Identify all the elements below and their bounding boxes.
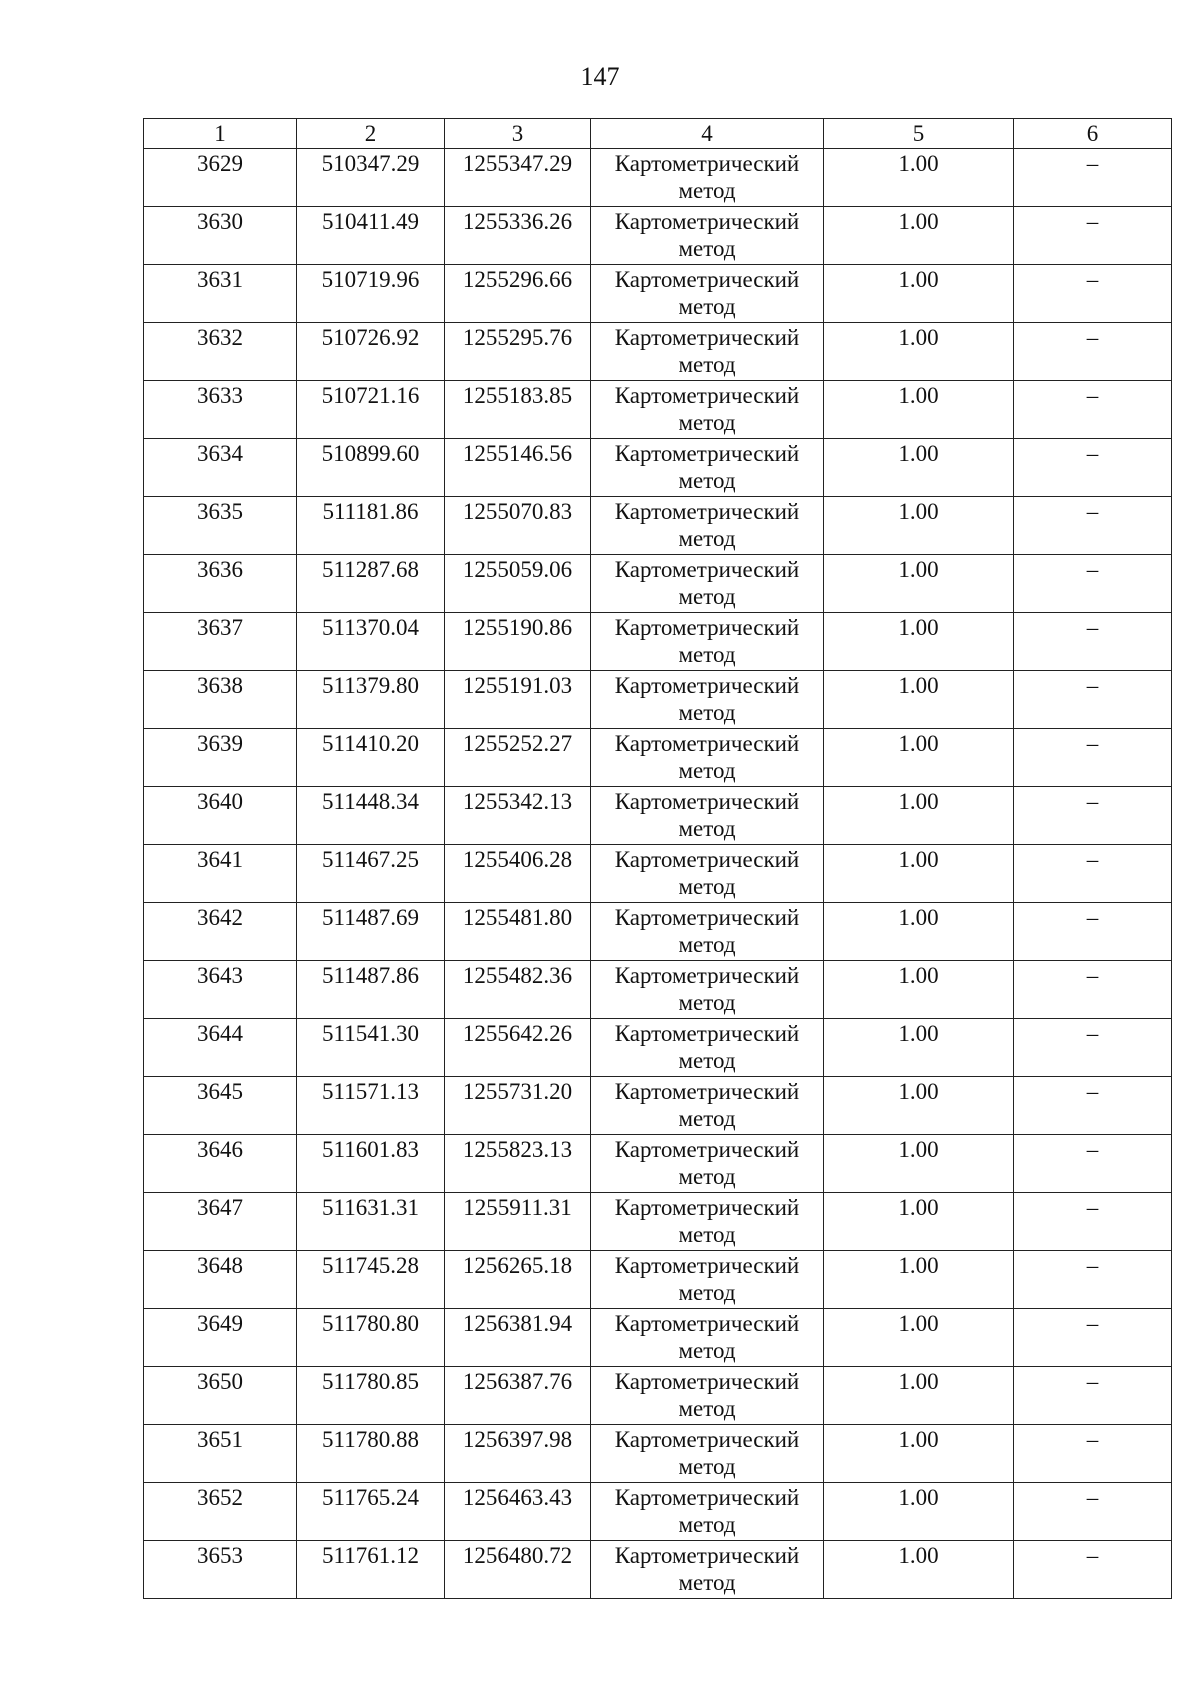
x-coordinate-cell: 510721.16 bbox=[297, 381, 445, 439]
column-header-6: 6 bbox=[1014, 119, 1172, 149]
x-coordinate-cell: 511487.86 bbox=[297, 961, 445, 1019]
note-cell: – bbox=[1014, 1541, 1172, 1599]
note-cell: – bbox=[1014, 729, 1172, 787]
method-cell bbox=[591, 323, 824, 381]
table-row bbox=[144, 787, 1172, 845]
accuracy-cell: 1.00 bbox=[824, 497, 1014, 555]
accuracy-cell: 1.00 bbox=[824, 1077, 1014, 1135]
y-coordinate-cell: 1255911.31 bbox=[445, 1193, 591, 1251]
method-line-2: метод bbox=[678, 1338, 736, 1363]
y-coordinate-cell: 1256387.76 bbox=[445, 1367, 591, 1425]
method-cell bbox=[591, 1077, 824, 1135]
y-coordinate-cell: 1255642.26 bbox=[445, 1019, 591, 1077]
x-coordinate-cell: 511780.88 bbox=[297, 1425, 445, 1483]
method-line-1: Картометрический bbox=[614, 1137, 800, 1162]
accuracy-cell: 1.00 bbox=[824, 1251, 1014, 1309]
x-coordinate-cell: 511181.86 bbox=[297, 497, 445, 555]
x-coordinate-cell: 510726.92 bbox=[297, 323, 445, 381]
x-coordinate-cell: 510347.29 bbox=[297, 149, 445, 207]
note-cell: – bbox=[1014, 555, 1172, 613]
table-row bbox=[144, 1019, 1172, 1077]
y-coordinate-cell: 1255823.13 bbox=[445, 1135, 591, 1193]
method-cell bbox=[591, 1367, 824, 1425]
accuracy-cell: 1.00 bbox=[824, 845, 1014, 903]
method-cell bbox=[591, 149, 824, 207]
x-coordinate-cell: 510411.49 bbox=[297, 207, 445, 265]
table-row bbox=[144, 845, 1172, 903]
note-cell: – bbox=[1014, 903, 1172, 961]
accuracy-cell: 1.00 bbox=[824, 1193, 1014, 1251]
method-line-2: метод bbox=[678, 932, 736, 957]
note-cell: – bbox=[1014, 1425, 1172, 1483]
note-cell: – bbox=[1014, 1193, 1172, 1251]
y-coordinate-cell: 1256397.98 bbox=[445, 1425, 591, 1483]
point-number-cell: 3633 bbox=[144, 381, 297, 439]
point-number-cell: 3648 bbox=[144, 1251, 297, 1309]
method-line-2: метод bbox=[678, 584, 736, 609]
method-cell bbox=[591, 1193, 824, 1251]
method-line-2: метод bbox=[678, 1048, 736, 1073]
table-row bbox=[144, 961, 1172, 1019]
accuracy-cell: 1.00 bbox=[824, 1135, 1014, 1193]
accuracy-cell: 1.00 bbox=[824, 961, 1014, 1019]
x-coordinate-cell: 511370.04 bbox=[297, 613, 445, 671]
y-coordinate-cell: 1255336.26 bbox=[445, 207, 591, 265]
method-line-1: Картометрический bbox=[614, 1369, 800, 1394]
method-cell bbox=[591, 497, 824, 555]
accuracy-cell: 1.00 bbox=[824, 613, 1014, 671]
accuracy-cell: 1.00 bbox=[824, 323, 1014, 381]
y-coordinate-cell: 1255406.28 bbox=[445, 845, 591, 903]
method-cell bbox=[591, 729, 824, 787]
method-line-1: Картометрический bbox=[614, 267, 800, 292]
point-number-cell: 3631 bbox=[144, 265, 297, 323]
column-header-1: 1 bbox=[144, 119, 297, 149]
y-coordinate-cell: 1256381.94 bbox=[445, 1309, 591, 1367]
note-cell: – bbox=[1014, 149, 1172, 207]
accuracy-cell: 1.00 bbox=[824, 729, 1014, 787]
y-coordinate-cell: 1256265.18 bbox=[445, 1251, 591, 1309]
table-row bbox=[144, 613, 1172, 671]
method-line-2: метод bbox=[678, 236, 736, 261]
accuracy-cell: 1.00 bbox=[824, 207, 1014, 265]
point-number-cell: 3649 bbox=[144, 1309, 297, 1367]
method-line-1: Картометрический bbox=[614, 1253, 800, 1278]
note-cell: – bbox=[1014, 845, 1172, 903]
column-header-4: 4 bbox=[591, 119, 824, 149]
y-coordinate-cell: 1255191.03 bbox=[445, 671, 591, 729]
x-coordinate-cell: 511780.80 bbox=[297, 1309, 445, 1367]
point-number-cell: 3652 bbox=[144, 1483, 297, 1541]
y-coordinate-cell: 1255295.76 bbox=[445, 323, 591, 381]
method-cell bbox=[591, 1309, 824, 1367]
y-coordinate-cell: 1255342.13 bbox=[445, 787, 591, 845]
point-number-cell: 3630 bbox=[144, 207, 297, 265]
y-coordinate-cell: 1256480.72 bbox=[445, 1541, 591, 1599]
method-line-1: Картометрический bbox=[614, 1311, 800, 1336]
table-row bbox=[144, 1251, 1172, 1309]
accuracy-cell: 1.00 bbox=[824, 787, 1014, 845]
method-line-1: Картометрический bbox=[614, 673, 800, 698]
column-header-5: 5 bbox=[824, 119, 1014, 149]
method-line-1: Картометрический bbox=[614, 1079, 800, 1104]
point-number-cell: 3641 bbox=[144, 845, 297, 903]
method-line-1: Картометрический bbox=[614, 1021, 800, 1046]
table-row bbox=[144, 671, 1172, 729]
method-cell bbox=[591, 1019, 824, 1077]
method-line-1: Картометрический bbox=[614, 731, 800, 756]
point-number-cell: 3647 bbox=[144, 1193, 297, 1251]
accuracy-cell: 1.00 bbox=[824, 265, 1014, 323]
table-row bbox=[144, 729, 1172, 787]
method-line-1: Картометрический bbox=[614, 905, 800, 930]
method-cell bbox=[591, 439, 824, 497]
method-cell bbox=[591, 787, 824, 845]
method-line-1: Картометрический bbox=[614, 847, 800, 872]
point-number-cell: 3632 bbox=[144, 323, 297, 381]
method-line-1: Картометрический bbox=[614, 151, 800, 176]
method-cell bbox=[591, 613, 824, 671]
method-line-2: метод bbox=[678, 294, 736, 319]
accuracy-cell: 1.00 bbox=[824, 439, 1014, 497]
method-line-2: метод bbox=[678, 1164, 736, 1189]
accuracy-cell: 1.00 bbox=[824, 1483, 1014, 1541]
table-row bbox=[144, 555, 1172, 613]
table-row bbox=[144, 1541, 1172, 1599]
accuracy-cell: 1.00 bbox=[824, 903, 1014, 961]
x-coordinate-cell: 511410.20 bbox=[297, 729, 445, 787]
note-cell: – bbox=[1014, 613, 1172, 671]
method-cell bbox=[591, 265, 824, 323]
note-cell: – bbox=[1014, 323, 1172, 381]
y-coordinate-cell: 1255347.29 bbox=[445, 149, 591, 207]
note-cell: – bbox=[1014, 1019, 1172, 1077]
method-line-2: метод bbox=[678, 1280, 736, 1305]
table-row bbox=[144, 1077, 1172, 1135]
point-number-cell: 3653 bbox=[144, 1541, 297, 1599]
method-cell bbox=[591, 961, 824, 1019]
table-row bbox=[144, 323, 1172, 381]
note-cell: – bbox=[1014, 1367, 1172, 1425]
method-line-1: Картометрический bbox=[614, 1427, 800, 1452]
header-row bbox=[144, 119, 1172, 149]
method-line-1: Картометрический bbox=[614, 963, 800, 988]
note-cell: – bbox=[1014, 381, 1172, 439]
table-row bbox=[144, 439, 1172, 497]
x-coordinate-cell: 511571.13 bbox=[297, 1077, 445, 1135]
method-cell bbox=[591, 207, 824, 265]
method-cell bbox=[591, 1425, 824, 1483]
table-row bbox=[144, 903, 1172, 961]
method-line-1: Картометрический bbox=[614, 1485, 800, 1510]
x-coordinate-cell: 511631.31 bbox=[297, 1193, 445, 1251]
note-cell: – bbox=[1014, 207, 1172, 265]
note-cell: – bbox=[1014, 1309, 1172, 1367]
method-line-2: метод bbox=[678, 1570, 736, 1595]
x-coordinate-cell: 510719.96 bbox=[297, 265, 445, 323]
method-line-2: метод bbox=[678, 990, 736, 1015]
point-number-cell: 3651 bbox=[144, 1425, 297, 1483]
method-line-2: метод bbox=[678, 1512, 736, 1537]
x-coordinate-cell: 511601.83 bbox=[297, 1135, 445, 1193]
table-row bbox=[144, 1193, 1172, 1251]
method-line-1: Картометрический bbox=[614, 789, 800, 814]
accuracy-cell: 1.00 bbox=[824, 381, 1014, 439]
y-coordinate-cell: 1255296.66 bbox=[445, 265, 591, 323]
note-cell: – bbox=[1014, 961, 1172, 1019]
method-line-2: метод bbox=[678, 1396, 736, 1421]
point-number-cell: 3642 bbox=[144, 903, 297, 961]
point-number-cell: 3634 bbox=[144, 439, 297, 497]
accuracy-cell: 1.00 bbox=[824, 1541, 1014, 1599]
method-line-1: Картометрический bbox=[614, 499, 800, 524]
method-line-1: Картометрический bbox=[614, 615, 800, 640]
method-cell bbox=[591, 1135, 824, 1193]
method-line-1: Картометрический bbox=[614, 557, 800, 582]
accuracy-cell: 1.00 bbox=[824, 671, 1014, 729]
y-coordinate-cell: 1255252.27 bbox=[445, 729, 591, 787]
method-line-2: метод bbox=[678, 1454, 736, 1479]
method-cell bbox=[591, 845, 824, 903]
method-line-2: метод bbox=[678, 700, 736, 725]
accuracy-cell: 1.00 bbox=[824, 555, 1014, 613]
accuracy-cell: 1.00 bbox=[824, 1019, 1014, 1077]
table-row bbox=[144, 497, 1172, 555]
method-cell bbox=[591, 1251, 824, 1309]
x-coordinate-cell: 510899.60 bbox=[297, 439, 445, 497]
column-header-2: 2 bbox=[297, 119, 445, 149]
y-coordinate-cell: 1255190.86 bbox=[445, 613, 591, 671]
note-cell: – bbox=[1014, 497, 1172, 555]
method-line-2: метод bbox=[678, 816, 736, 841]
accuracy-cell: 1.00 bbox=[824, 1367, 1014, 1425]
note-cell: – bbox=[1014, 1135, 1172, 1193]
method-line-1: Картометрический bbox=[614, 441, 800, 466]
method-cell bbox=[591, 903, 824, 961]
method-line-2: метод bbox=[678, 468, 736, 493]
note-cell: – bbox=[1014, 787, 1172, 845]
table-row bbox=[144, 1135, 1172, 1193]
method-cell bbox=[591, 1483, 824, 1541]
method-cell bbox=[591, 671, 824, 729]
table-row bbox=[144, 207, 1172, 265]
x-coordinate-cell: 511448.34 bbox=[297, 787, 445, 845]
method-line-2: метод bbox=[678, 1106, 736, 1131]
point-number-cell: 3639 bbox=[144, 729, 297, 787]
point-number-cell: 3644 bbox=[144, 1019, 297, 1077]
point-number-cell: 3646 bbox=[144, 1135, 297, 1193]
note-cell: – bbox=[1014, 1077, 1172, 1135]
x-coordinate-cell: 511467.25 bbox=[297, 845, 445, 903]
point-number-cell: 3636 bbox=[144, 555, 297, 613]
method-line-2: метод bbox=[678, 758, 736, 783]
coordinates-table bbox=[143, 118, 1172, 1599]
method-cell bbox=[591, 555, 824, 613]
x-coordinate-cell: 511487.69 bbox=[297, 903, 445, 961]
table-row bbox=[144, 265, 1172, 323]
point-number-cell: 3638 bbox=[144, 671, 297, 729]
note-cell: – bbox=[1014, 1251, 1172, 1309]
y-coordinate-cell: 1255070.83 bbox=[445, 497, 591, 555]
x-coordinate-cell: 511765.24 bbox=[297, 1483, 445, 1541]
method-line-1: Картометрический bbox=[614, 1195, 800, 1220]
accuracy-cell: 1.00 bbox=[824, 1425, 1014, 1483]
x-coordinate-cell: 511745.28 bbox=[297, 1251, 445, 1309]
table-row bbox=[144, 381, 1172, 439]
method-line-1: Картометрический bbox=[614, 209, 800, 234]
table-row bbox=[144, 149, 1172, 207]
method-line-1: Картометрический bbox=[614, 325, 800, 350]
column-header-3: 3 bbox=[445, 119, 591, 149]
x-coordinate-cell: 511287.68 bbox=[297, 555, 445, 613]
method-cell bbox=[591, 381, 824, 439]
point-number-cell: 3643 bbox=[144, 961, 297, 1019]
note-cell: – bbox=[1014, 1483, 1172, 1541]
y-coordinate-cell: 1255183.85 bbox=[445, 381, 591, 439]
accuracy-cell: 1.00 bbox=[824, 149, 1014, 207]
point-number-cell: 3650 bbox=[144, 1367, 297, 1425]
y-coordinate-cell: 1255482.36 bbox=[445, 961, 591, 1019]
point-number-cell: 3629 bbox=[144, 149, 297, 207]
note-cell: – bbox=[1014, 671, 1172, 729]
method-line-2: метод bbox=[678, 1222, 736, 1247]
method-line-1: Картометрический bbox=[614, 1543, 800, 1568]
method-cell bbox=[591, 1541, 824, 1599]
note-cell: – bbox=[1014, 439, 1172, 497]
note-cell: – bbox=[1014, 265, 1172, 323]
y-coordinate-cell: 1255731.20 bbox=[445, 1077, 591, 1135]
x-coordinate-cell: 511379.80 bbox=[297, 671, 445, 729]
y-coordinate-cell: 1255481.80 bbox=[445, 903, 591, 961]
point-number-cell: 3637 bbox=[144, 613, 297, 671]
method-line-2: метод bbox=[678, 526, 736, 551]
x-coordinate-cell: 511541.30 bbox=[297, 1019, 445, 1077]
table-row bbox=[144, 1309, 1172, 1367]
accuracy-cell: 1.00 bbox=[824, 1309, 1014, 1367]
table-row bbox=[144, 1483, 1172, 1541]
y-coordinate-cell: 1256463.43 bbox=[445, 1483, 591, 1541]
y-coordinate-cell: 1255059.06 bbox=[445, 555, 591, 613]
table-row bbox=[144, 1425, 1172, 1483]
method-line-1: Картометрический bbox=[614, 383, 800, 408]
y-coordinate-cell: 1255146.56 bbox=[445, 439, 591, 497]
method-line-2: метод bbox=[678, 874, 736, 899]
method-line-2: метод bbox=[678, 352, 736, 377]
page-number: 147 bbox=[580, 62, 620, 91]
method-line-2: метод bbox=[678, 178, 736, 203]
method-line-2: метод bbox=[678, 410, 736, 435]
table-row bbox=[144, 1367, 1172, 1425]
method-line-2: метод bbox=[678, 642, 736, 667]
table-header bbox=[144, 119, 1172, 149]
point-number-cell: 3635 bbox=[144, 497, 297, 555]
x-coordinate-cell: 511761.12 bbox=[297, 1541, 445, 1599]
point-number-cell: 3640 bbox=[144, 787, 297, 845]
x-coordinate-cell: 511780.85 bbox=[297, 1367, 445, 1425]
table-body bbox=[144, 149, 1172, 1599]
point-number-cell: 3645 bbox=[144, 1077, 297, 1135]
